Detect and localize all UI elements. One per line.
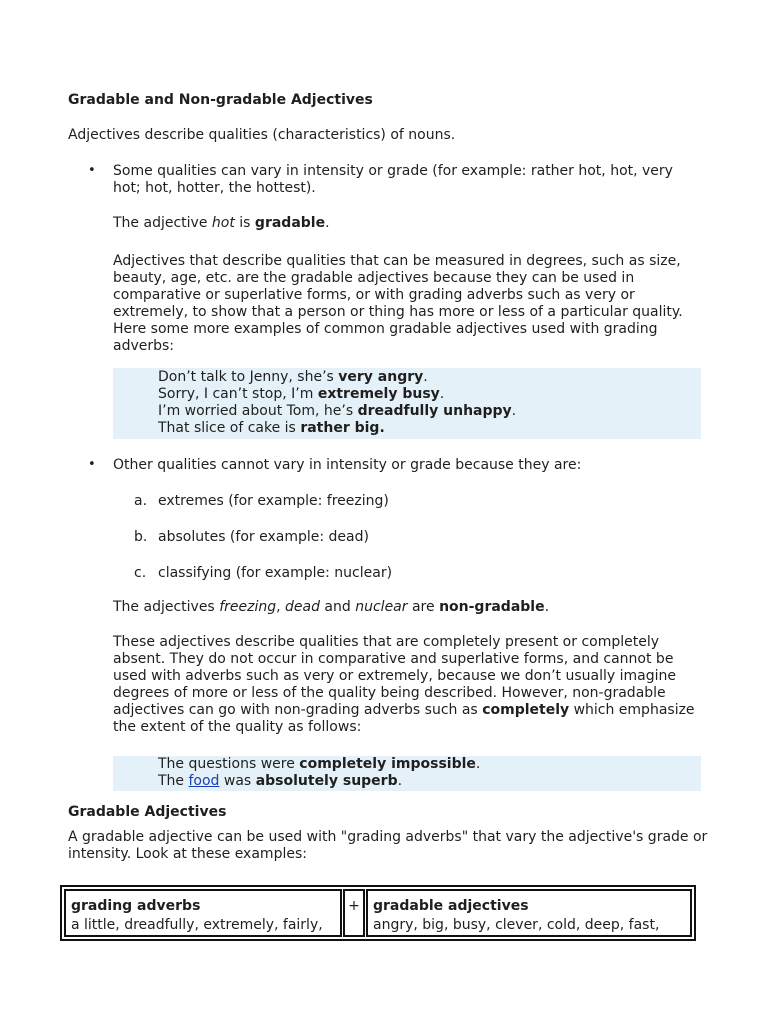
nongradable-explanation-pre: These adjectives describe qualities that are completely present or completely absent. They do not occur in comparative and superlative forms, and cannot be used with adverbs such as very or extremely, because we don’t usually imagine degrees of more or less of the quality being described. However, non-gradable adjectives can go with non-grading adverbs such as bbox=[113, 634, 676, 718]
list-item-text: classifying (for example: nuclear) bbox=[158, 565, 393, 581]
list-letter: c. bbox=[134, 565, 147, 581]
example-bold: absolutely superb bbox=[255, 773, 398, 789]
nongradable-word-3: nuclear bbox=[355, 599, 408, 615]
example-bold: rather big. bbox=[300, 420, 385, 436]
example-line bbox=[113, 403, 701, 420]
gradable-explanation: Adjectives that describe qualities that can be measured in degrees, such as size, beauty, age, etc. are the gradable adjectives because they can be used in comparative or superlative forms, or with grading adverbs such as very or extremely, to show that a person or thing has more or less of a particular quality. Here some more examples of common gradable adjectives used with grading adverbs: bbox=[113, 253, 683, 354]
table-header: grading adverbs bbox=[71, 898, 201, 914]
list-letter: a. bbox=[134, 493, 148, 509]
example-pre: Don’t talk to Jenny, she’s bbox=[158, 369, 339, 385]
table-cell-plus bbox=[343, 889, 365, 937]
bullet-marker: • bbox=[88, 457, 96, 472]
example-pre: Sorry, I can’t stop, I’m bbox=[158, 386, 318, 402]
example-pre: That slice of cake is bbox=[158, 420, 301, 436]
food-link[interactable]: food bbox=[188, 773, 220, 789]
example-line bbox=[113, 420, 701, 437]
nongradable-explanation-post: which emphasize the extent of the quality as follows: bbox=[113, 702, 695, 735]
example-bold: very angry bbox=[338, 369, 424, 385]
intro-paragraph: Adjectives describe qualities (characteristics) of nouns. bbox=[68, 127, 456, 143]
nongradable-post: . bbox=[544, 599, 550, 615]
example-bold: completely impossible bbox=[299, 756, 476, 772]
nongradable-sep-1: , bbox=[276, 599, 286, 615]
gradable-sentence-word: hot bbox=[211, 215, 235, 231]
section-title: Gradable Adjectives bbox=[68, 804, 227, 820]
gradable-examples-box bbox=[113, 368, 701, 439]
example-line bbox=[113, 369, 701, 386]
nongradable-word-1: freezing bbox=[219, 599, 277, 615]
nongradable-explanation-bold: completely bbox=[482, 702, 570, 718]
example-post: . bbox=[423, 369, 428, 385]
nongradable-word-2: dead bbox=[285, 599, 320, 615]
table-cell-text: a little, dreadfully, extremely, fairly, bbox=[71, 917, 323, 933]
gradable-sentence bbox=[113, 215, 703, 232]
example-line bbox=[113, 386, 701, 403]
table-cell-adjectives bbox=[366, 889, 692, 937]
gradable-sentence-post: . bbox=[325, 215, 330, 231]
gradable-sentence-pre: The adjective bbox=[113, 215, 212, 231]
example-post: . bbox=[475, 756, 481, 772]
plus-sign: + bbox=[348, 898, 360, 914]
nongradable-explanation bbox=[113, 634, 695, 736]
list-item-text: extremes (for example: freezing) bbox=[158, 493, 389, 509]
example-line bbox=[113, 773, 701, 790]
example-line bbox=[113, 756, 701, 773]
nongradable-examples-box bbox=[113, 756, 701, 791]
example-mid: was bbox=[219, 773, 256, 789]
nongradable-bold: non-gradable bbox=[439, 599, 545, 615]
page-title: Gradable and Non-gradable Adjectives bbox=[68, 92, 373, 108]
section-paragraph: A gradable adjective can be used with "grading adverbs" that vary the adjective's grade or intensity. Look at these examples: bbox=[68, 829, 708, 862]
table-cell-adverbs bbox=[64, 889, 342, 937]
example-pre: The questions were bbox=[158, 756, 300, 772]
nongradable-sep-2: and bbox=[319, 599, 356, 615]
table-header: gradable adjectives bbox=[373, 898, 529, 914]
table-cell-text: angry, big, busy, clever, cold, deep, fast, bbox=[373, 917, 660, 933]
bullet2-text: Other qualities cannot vary in intensity or grade because they are: bbox=[113, 457, 582, 473]
nongradable-mid: are bbox=[407, 599, 440, 615]
example-post: . bbox=[439, 386, 445, 402]
gradable-sentence-mid: is bbox=[234, 215, 255, 231]
example-pre: I’m worried about Tom, he’s bbox=[158, 403, 358, 419]
bullet1-text: Some qualities can vary in intensity or grade (for example: rather hot, hot, very hot; hot, hotter, the hottest). bbox=[113, 163, 673, 196]
bullet-marker: • bbox=[88, 163, 96, 178]
nongradable-pre: The adjectives bbox=[113, 599, 220, 615]
nongradable-sentence bbox=[113, 599, 703, 616]
list-letter: b. bbox=[134, 529, 148, 545]
examples-table bbox=[60, 885, 696, 941]
example-post: . bbox=[511, 403, 517, 419]
example-bold: dreadfully unhappy bbox=[357, 403, 512, 419]
example-post: . bbox=[397, 773, 403, 789]
gradable-sentence-bold: gradable bbox=[254, 215, 326, 231]
example-bold: extremely busy bbox=[317, 386, 440, 402]
example-pre: The bbox=[158, 773, 189, 789]
list-item-text: absolutes (for example: dead) bbox=[158, 529, 369, 545]
